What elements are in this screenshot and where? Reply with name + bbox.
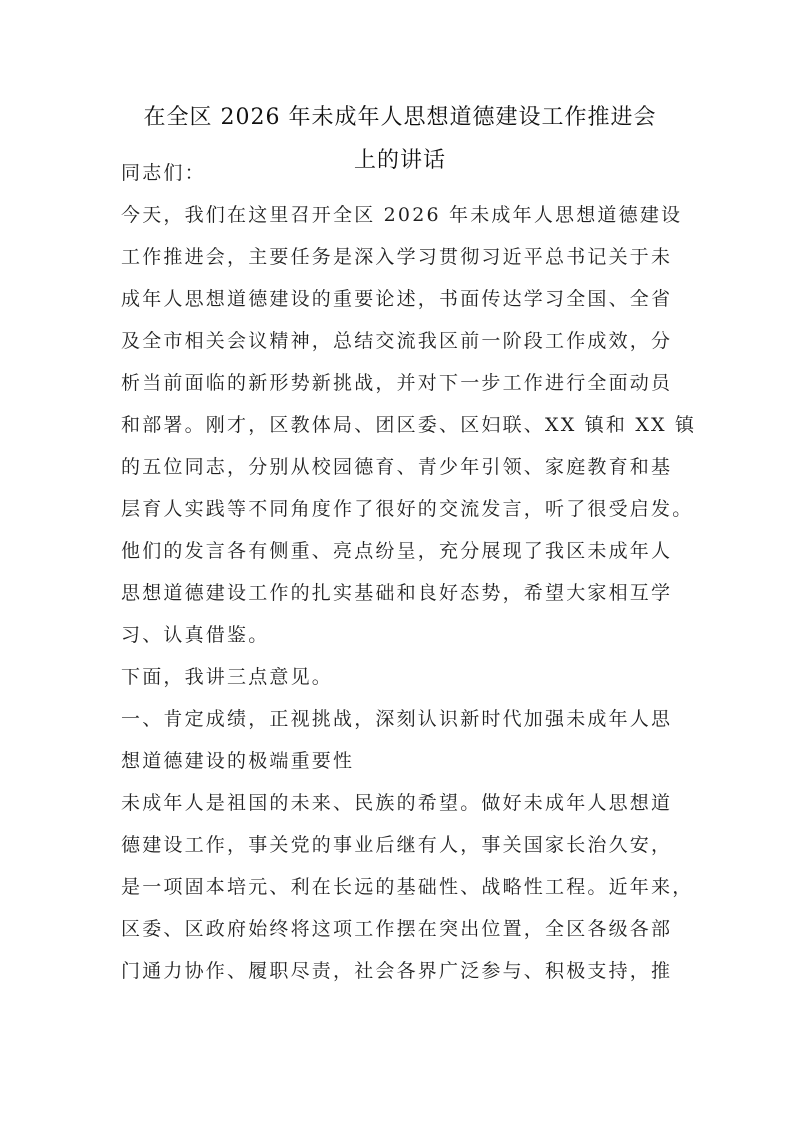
body-line: 德建设工作，事关党的事业后继有人，事关国家长治久安， — [121, 834, 673, 856]
document-title-line-1: 在全区 2026 年未成年人思想道德建设工作推进会 — [143, 105, 657, 130]
body-line: 他们的发言各有侧重、亮点纷呈，充分展现了我区未成年人 — [121, 540, 673, 562]
body-line: 未成年人是祖国的未来、民族的希望。做好未成年人思想道 — [121, 792, 673, 814]
body-line: 门通力协作、履职尽责，社会各界广泛参与、积极支持，推 — [121, 960, 673, 982]
body-line: 析当前面临的新形势新挑战，并对下一步工作进行全面动员 — [121, 372, 673, 394]
section-heading-line: 想道德建设的极端重要性 — [121, 750, 355, 772]
body-line: 思想道德建设工作的扎实基础和良好态势，希望大家相互学 — [121, 582, 673, 604]
body-line: 工作推进会，主要任务是深入学习贯彻习近平总书记关于未 — [121, 246, 673, 268]
section-heading-line: 一、肯定成绩，正视挑战，深刻认识新时代加强未成年人思 — [121, 708, 673, 730]
body-line: 区委、区政府始终将这项工作摆在突出位置，全区各级各部 — [121, 918, 673, 940]
body-line: 层育人实践等不同角度作了很好的交流发言，听了很受启发。 — [121, 498, 694, 520]
document-title-line-2: 上的讲话 — [353, 148, 446, 173]
body-line: 成年人思想道德建设的重要论述，书面传达学习全国、全省 — [121, 288, 673, 310]
body-line: 同志们： — [121, 162, 206, 184]
body-line: 是一项固本培元、利在长远的基础性、战略性工程。近年来， — [121, 876, 694, 898]
body-line: 习、认真借鉴。 — [121, 624, 270, 646]
body-line: 和部署。刚才，区教体局、团区委、区妇联、XX 镇和 XX 镇 — [121, 414, 697, 436]
body-line: 及全市相关会议精神，总结交流我区前一阶段工作成效，分 — [121, 330, 673, 352]
body-line: 下面，我讲三点意见。 — [121, 666, 334, 688]
body-line: 的五位同志，分别从校园德育、青少年引领、家庭教育和基 — [121, 456, 673, 478]
body-line: 今天，我们在这里召开全区 2026 年未成年人思想道德建设 — [121, 204, 683, 226]
